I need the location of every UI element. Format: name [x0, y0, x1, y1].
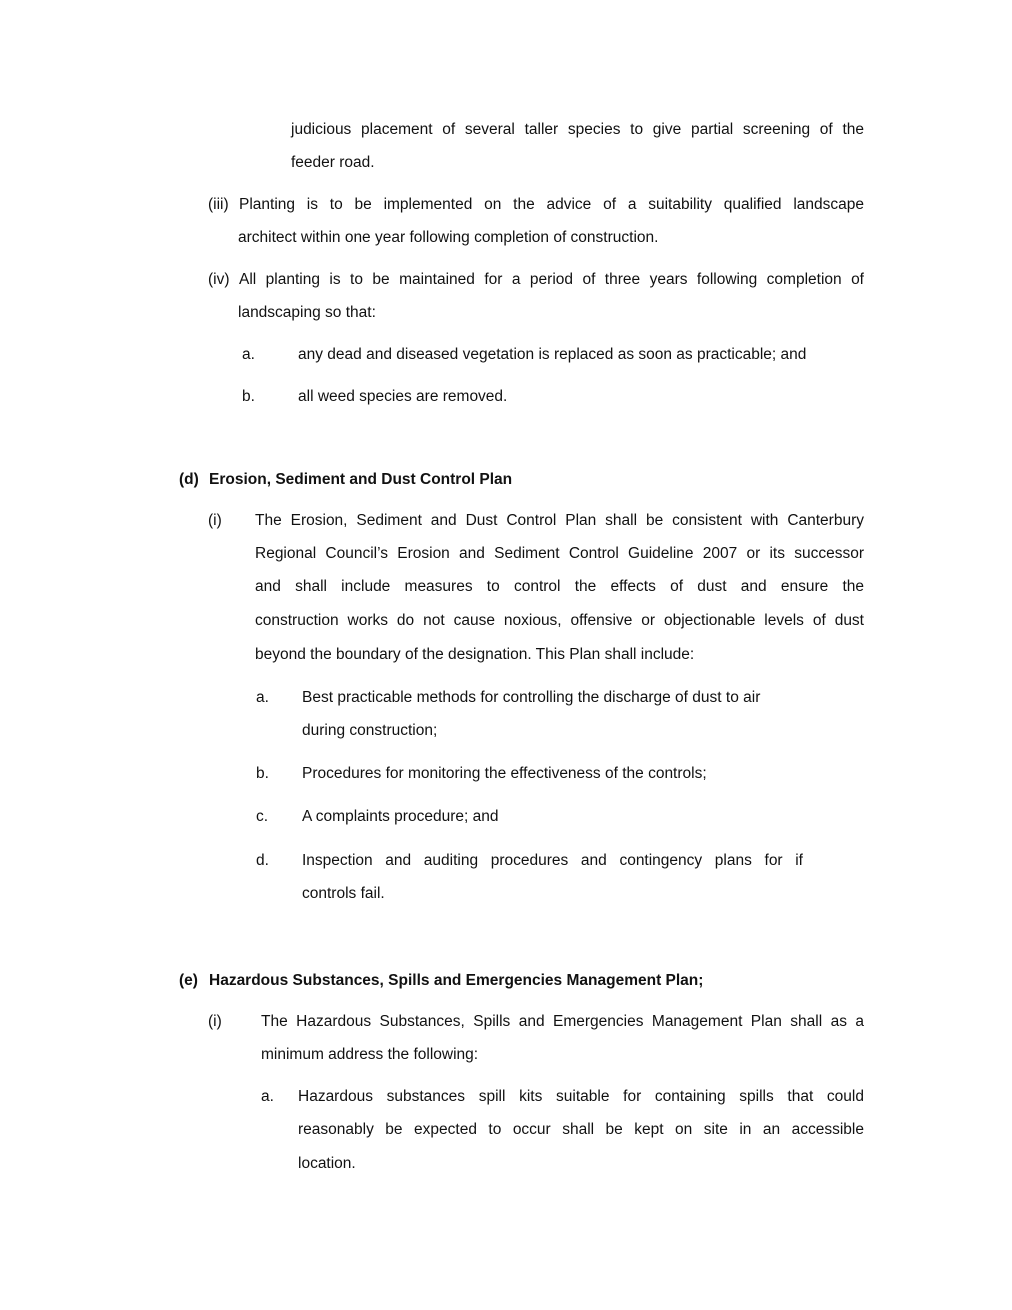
paragraph-line: construction works do not cause noxious, offensive or objectionable levels of dust [255, 612, 864, 629]
item-marker-iii: (iii) [208, 196, 229, 213]
sub-item-text: Hazardous substances spill kits suitable for containing spills that could [298, 1088, 864, 1105]
sub-item-text: Procedures for monitoring the effectiveness of the controls; [302, 765, 707, 782]
paragraph-line: beyond the boundary of the designation. This Plan shall include: [255, 646, 695, 663]
sub-marker-b: b. [256, 765, 269, 782]
paragraph-line: and shall include measures to control the effects of dust and ensure the [255, 578, 864, 595]
sub-marker-c: c. [256, 808, 269, 825]
item-iv-text: landscaping so that: [238, 304, 376, 321]
item-marker-iv: (iv) [208, 271, 230, 288]
sub-item-text: Inspection and auditing procedures and contingency plans for if [302, 852, 803, 869]
section-heading: Hazardous Substances, Spills and Emergencies Management Plan; [209, 972, 704, 989]
item-iv-text: All planting is to be maintained for a period of three years following completion of [239, 271, 864, 288]
sub-item-text: reasonably be expected to occur shall be kept on site in an accessible [298, 1121, 864, 1138]
continued-text-line: feeder road. [291, 154, 375, 171]
item-marker-i: (i) [208, 512, 222, 529]
sub-marker-a: a. [242, 346, 255, 363]
sub-item-text: Best practicable methods for controlling the discharge of dust to air [302, 689, 761, 706]
sub-item-text: during construction; [302, 722, 438, 739]
sub-item-text: location. [298, 1155, 356, 1172]
sub-marker-b: b. [242, 388, 255, 405]
sub-marker-a: a. [256, 689, 269, 706]
item-iii-text: architect within one year following completion of construction. [238, 229, 659, 246]
paragraph-line: Regional Council’s Erosion and Sediment Control Guideline 2007 or its successor [255, 545, 864, 562]
section-marker-d: (d) [179, 471, 199, 488]
paragraph-line: minimum address the following: [261, 1046, 479, 1063]
continued-text-line: judicious placement of several taller species to give partial screening of the [291, 121, 864, 138]
sub-item-text: controls fail. [302, 885, 385, 902]
paragraph-line: The Erosion, Sediment and Dust Control Plan shall be consistent with Canterbury [255, 512, 864, 529]
paragraph-line: The Hazardous Substances, Spills and Emergencies Management Plan shall as a [261, 1013, 864, 1030]
item-marker-i: (i) [208, 1013, 222, 1030]
sub-marker-a: a. [261, 1088, 274, 1105]
section-heading: Erosion, Sediment and Dust Control Plan [209, 471, 513, 488]
sub-marker-d: d. [256, 852, 269, 869]
sub-item-text: A complaints procedure; and [302, 808, 499, 825]
sub-item-text: any dead and diseased vegetation is replaced as soon as practicable; and [298, 346, 807, 363]
section-marker-e: (e) [179, 972, 198, 989]
item-iii-text: Planting is to be implemented on the advice of a suitability qualified landscape [239, 196, 864, 213]
sub-item-text: all weed species are removed. [298, 388, 508, 405]
